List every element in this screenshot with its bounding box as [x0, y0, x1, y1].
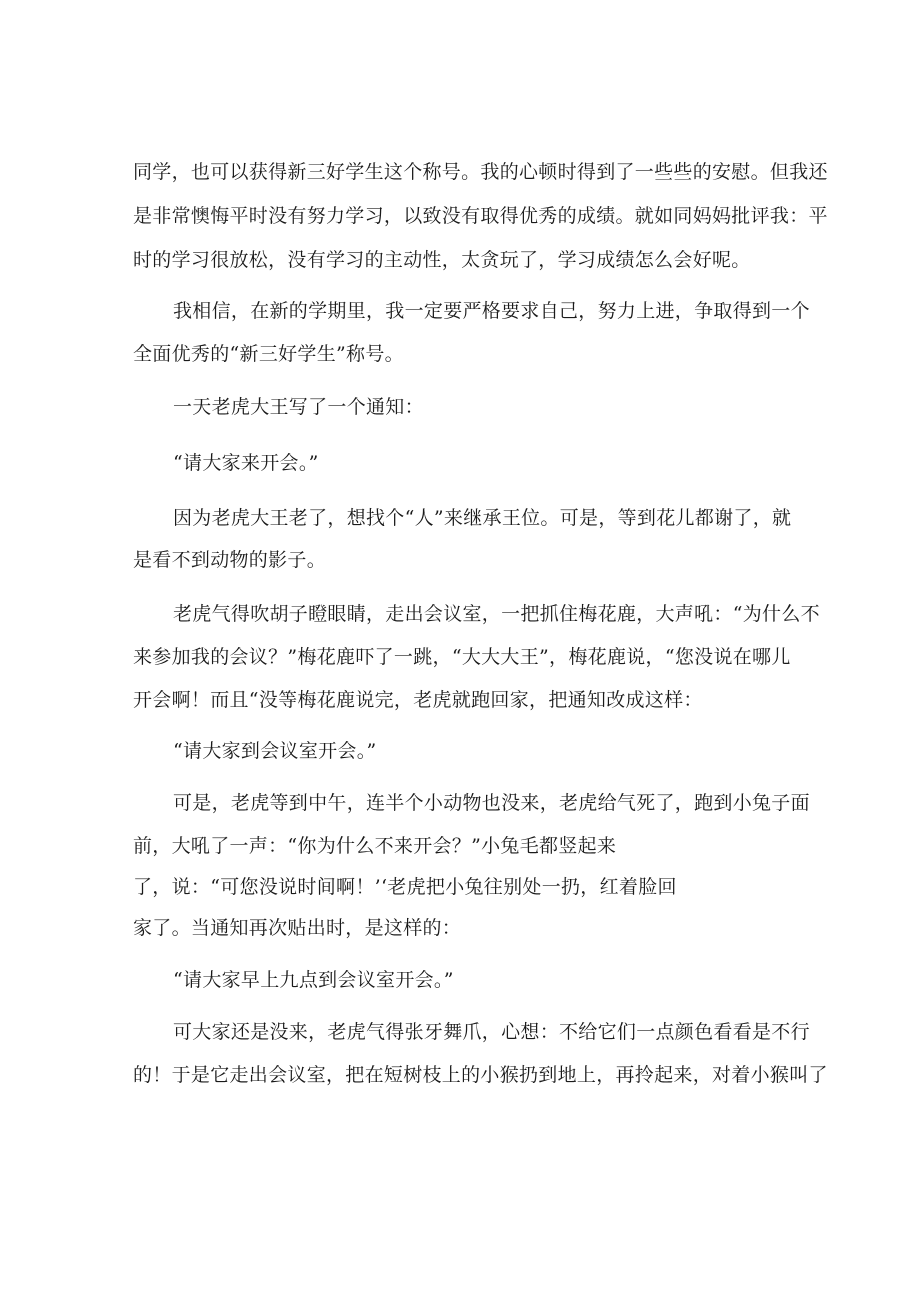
text-line: 因为老虎大王老了，想找个“人”来继承王位。可是，等到花儿都谢了，就 [173, 507, 792, 529]
text-line: 一天老虎大王写了一个通知： [173, 396, 424, 418]
text-line: 老虎气得吹胡子瞪眼睛，走出会议室，一把抓住梅花鹿，大声吼：“为什么不 [173, 603, 820, 625]
text-line: 是非常懊悔平时没有努力学习，以致没有取得优秀的成绩。就如同妈妈批评我：平 [133, 205, 828, 227]
text-line: 了，说：“可您没说时间啊！’‘老虎把小兔往别处一扔，红着脸回 [133, 876, 677, 898]
text-line: 是看不到动物的影子。 [133, 549, 327, 571]
text-line: 同学，也可以获得新三好学生这个称号。我的心顿时得到了一些些的安慰。但我还 [133, 161, 828, 183]
text-line: 来参加我的会议？”梅花鹿吓了一跳，“大大大王”，梅花鹿说，“您没说在哪儿 [133, 646, 791, 668]
text-line: 可是，老虎等到中午，连半个小动物也没来，老虎给气死了，跑到小兔子面 [173, 792, 810, 814]
text-line: 时的学习很放松，没有学习的主动性，太贪玩了，学习成绩怎么会好呢。 [133, 249, 751, 271]
text-line: “请大家早上九点到会议室开会。” [173, 969, 454, 991]
text-line: 开会啊！而且“没等梅花鹿说完，老虎就跑回家，把通知改成这样： [133, 689, 703, 711]
text-line: “请大家到会议室开会。” [173, 740, 377, 762]
text-line: 全面优秀的“新三好学生”称号。 [133, 343, 404, 365]
text-line: 家了。当通知再次贴出时，是这样的： [133, 917, 462, 939]
text-line: 的！于是它走出会议室，把在短树枝上的小猴扔到地上，再拎起来，对着小猴叫了 [133, 1064, 828, 1086]
text-line: 前，大吼了一声：“你为什么不来开会？”小兔毛都竖起来 [133, 835, 617, 857]
text-line: 我相信，在新的学期里，我一定要严格要求自己，努力上进，争取得到一个 [173, 300, 810, 322]
text-line: 可大家还是没来，老虎气得张牙舞爪，心想：不给它们一点颜色看看是不行 [173, 1021, 810, 1043]
text-line: “请大家来开会。” [173, 452, 319, 474]
